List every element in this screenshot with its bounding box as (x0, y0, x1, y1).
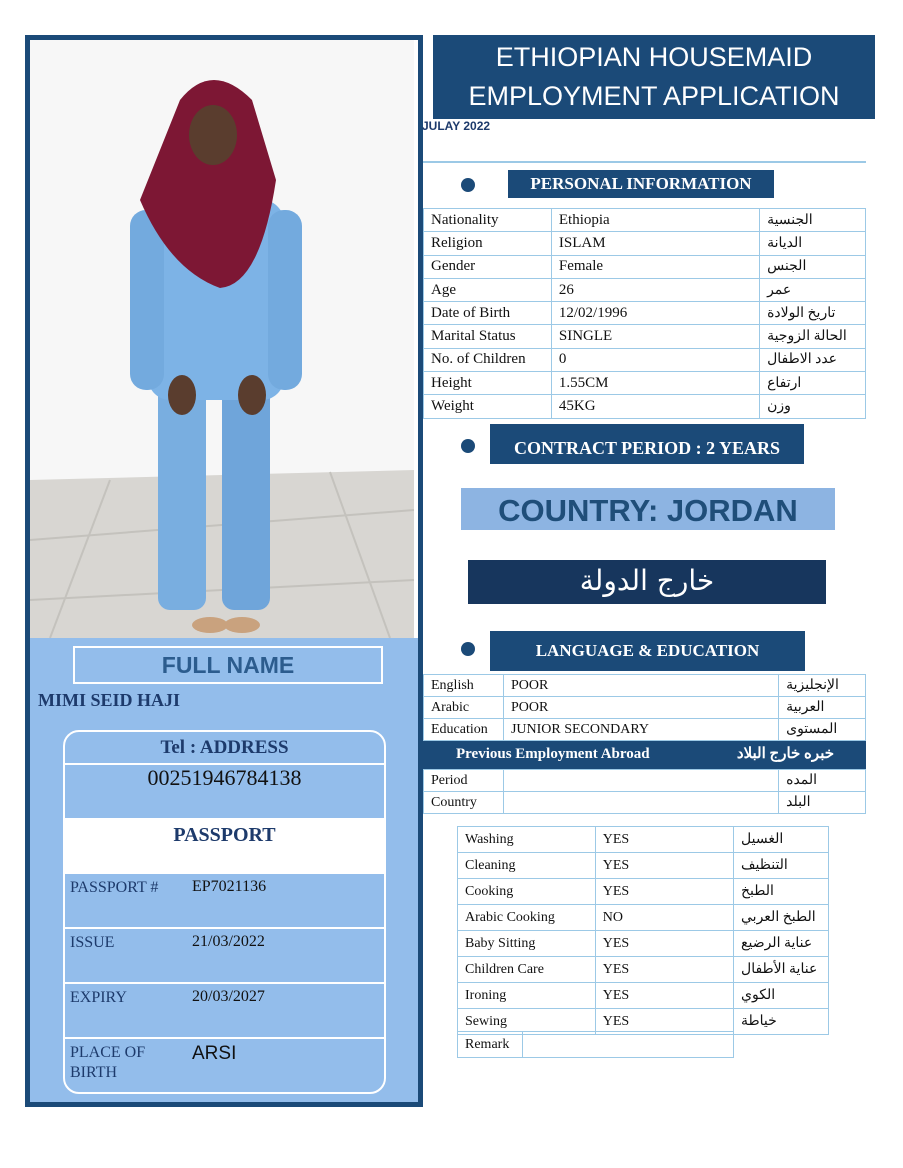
previous-employment-heading (423, 741, 866, 769)
place-of-birth-label: PLACE OF BIRTH (70, 1044, 146, 1081)
field-value: ISLAM (551, 232, 759, 255)
divider (423, 161, 866, 163)
contact-label: Tel : ADDRESS (160, 737, 289, 758)
field-value: SINGLE (551, 325, 759, 348)
table-row (424, 719, 866, 741)
skill-value: NO (595, 905, 733, 931)
skill-label: Washing (458, 827, 596, 853)
skill-value: YES (595, 931, 733, 957)
field-value (503, 792, 778, 814)
field-label: Arabic (424, 697, 504, 719)
field-value: JUNIOR SECONDARY (503, 719, 778, 741)
applicant-photo (30, 40, 414, 638)
table-row (424, 697, 866, 719)
table-row (458, 957, 829, 983)
table-row (424, 278, 866, 301)
table-row (424, 302, 866, 325)
skills-table (457, 826, 829, 1035)
full-name-value: MIMI SEID HAJI (38, 690, 181, 710)
place-of-birth-value: ARSI (192, 1043, 237, 1064)
destination-country: COUNTRY: JORDAN (461, 488, 835, 530)
field-arabic-label: الجنسية (760, 209, 866, 232)
field-label: Period (424, 770, 504, 792)
passport-row (65, 874, 384, 929)
table-row (424, 372, 866, 395)
skill-value: YES (595, 983, 733, 1009)
skill-arabic-label: الطبخ العربي (734, 905, 829, 931)
field-label: No. of Children (424, 348, 552, 371)
field-arabic-label: الجنس (760, 255, 866, 278)
previous-employment-title: Previous Employment Abroad (456, 746, 650, 762)
remark-table (457, 1031, 734, 1058)
field-arabic-label: المده (779, 770, 866, 792)
passport-heading: PASSPORT (65, 818, 384, 874)
field-value: 12/02/1996 (551, 302, 759, 325)
expiry-label: EXPIRY (70, 989, 127, 1006)
table-row (458, 905, 829, 931)
application-date: JULAY 2022 (422, 119, 491, 133)
skill-arabic-label: الكوي (734, 983, 829, 1009)
field-label: English (424, 675, 504, 697)
bullet-icon (461, 178, 475, 192)
field-value: 0 (551, 348, 759, 371)
table-row (424, 325, 866, 348)
field-value: 1.55CM (551, 372, 759, 395)
field-label: Education (424, 719, 504, 741)
personal-info-heading: PERSONAL INFORMATION (508, 170, 774, 198)
skill-value: YES (595, 827, 733, 853)
skill-arabic-label: عناية الرضيع (734, 931, 829, 957)
field-label: Country (424, 792, 504, 814)
table-row (424, 232, 866, 255)
previous-employment-table (423, 769, 866, 814)
issue-label: ISSUE (70, 934, 115, 951)
skill-label: Children Care (458, 957, 596, 983)
skill-arabic-label: التنظيف (734, 853, 829, 879)
page-title: ETHIOPIAN HOUSEMAID EMPLOYMENT APPLICATION (433, 35, 875, 119)
field-arabic-label: البلد (779, 792, 866, 814)
skill-label: Cleaning (458, 853, 596, 879)
field-arabic-label: عدد الاطفال (760, 348, 866, 371)
skill-arabic-label: عناية الأطفال (734, 957, 829, 983)
skill-value: YES (595, 879, 733, 905)
field-value: 45KG (551, 395, 759, 418)
table-row (458, 827, 829, 853)
table-row (424, 209, 866, 232)
field-value: 26 (551, 278, 759, 301)
abroad-label: خارج الدولة (468, 560, 826, 604)
bullet-icon (461, 439, 475, 453)
remark-value (522, 1032, 733, 1058)
field-label: Gender (424, 255, 552, 278)
skill-value: YES (595, 853, 733, 879)
table-row (424, 770, 866, 792)
table-row (458, 879, 829, 905)
skill-label: Cooking (458, 879, 596, 905)
language-education-table (423, 674, 866, 741)
skill-arabic-label: الطبخ (734, 879, 829, 905)
skill-value: YES (595, 1009, 733, 1035)
passport-row (65, 929, 384, 984)
full-name-label: FULL NAME (73, 646, 383, 684)
field-label: Nationality (424, 209, 552, 232)
field-arabic-label: ارتفاع (760, 372, 866, 395)
contract-period: CONTRACT PERIOD : 2 YEARS (490, 424, 804, 464)
bullet-icon (461, 642, 475, 656)
field-value: POOR (503, 675, 778, 697)
table-row (424, 348, 866, 371)
personal-info-table (423, 208, 866, 419)
field-value (503, 770, 778, 792)
table-row (424, 792, 866, 814)
passport-row (65, 984, 384, 1039)
table-row (424, 255, 866, 278)
field-arabic-label: المستوى (779, 719, 866, 741)
skill-label: Sewing (458, 1009, 596, 1035)
field-label: Height (424, 372, 552, 395)
skill-label: Baby Sitting (458, 931, 596, 957)
phone-number: 00251946784138 (147, 765, 302, 790)
field-arabic-label: العربية (779, 697, 866, 719)
field-label: Date of Birth (424, 302, 552, 325)
passport-number-value: EP7021136 (192, 878, 267, 895)
skill-label: Ironing (458, 983, 596, 1009)
previous-employment-arabic: خبره خارج البلاد (736, 746, 834, 762)
passport-number-label: PASSPORT # (70, 879, 159, 896)
skill-arabic-label: الغسيل (734, 827, 829, 853)
field-label: Marital Status (424, 325, 552, 348)
table-row (424, 675, 866, 697)
skill-label: Arabic Cooking (458, 905, 596, 931)
field-value: POOR (503, 697, 778, 719)
table-row (458, 931, 829, 957)
field-arabic-label: عمر (760, 278, 866, 301)
skill-arabic-label: خياطة (734, 1009, 829, 1035)
remark-label: Remark (458, 1032, 523, 1058)
issue-value: 21/03/2022 (192, 933, 265, 950)
field-arabic-label: الإنجليزية (779, 675, 866, 697)
expiry-value: 20/03/2027 (192, 988, 265, 1005)
field-arabic-label: وزن (760, 395, 866, 418)
field-arabic-label: الديانة (760, 232, 866, 255)
field-arabic-label: الحالة الزوجية (760, 325, 866, 348)
table-row (458, 853, 829, 879)
contact-passport-card (63, 730, 386, 1094)
language-education-heading: LANGUAGE & EDUCATION (490, 631, 805, 671)
field-label: Religion (424, 232, 552, 255)
field-value: Ethiopia (551, 209, 759, 232)
table-row (424, 395, 866, 418)
skill-value: YES (595, 957, 733, 983)
table-row (458, 983, 829, 1009)
passport-row (65, 1039, 384, 1094)
field-label: Age (424, 278, 552, 301)
field-value: Female (551, 255, 759, 278)
field-arabic-label: تاريخ الولادة (760, 302, 866, 325)
field-label: Weight (424, 395, 552, 418)
table-row (458, 1032, 734, 1058)
